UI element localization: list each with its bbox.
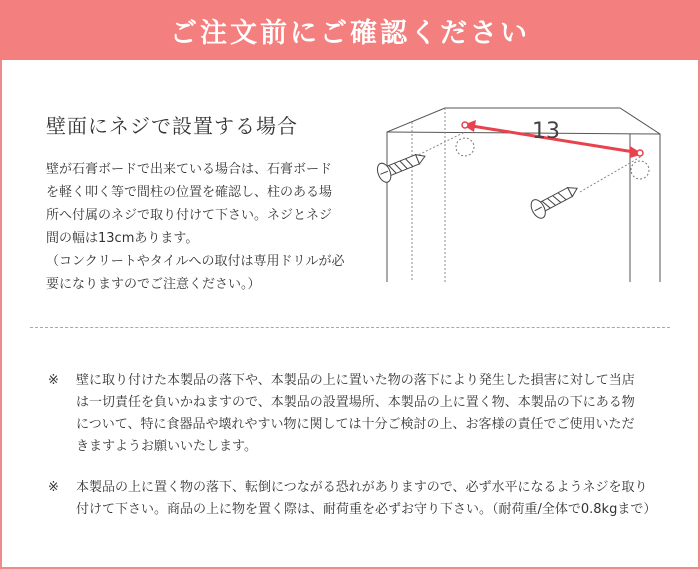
note-line: 本製品の上に置く物の落下、転倒につながる恐れがありますので、必ず水平になるようネジを取り — [76, 480, 648, 495]
section-divider — [30, 327, 670, 328]
dimension-label: 13 — [532, 119, 560, 144]
body-line: を軽く叩く等で間柱の位置を確認し、柱のある場 — [46, 185, 333, 200]
wall-section-title: 壁面にネジで設置する場合 — [46, 114, 298, 138]
body-line: 間の幅は13cmあります。 — [46, 231, 199, 246]
note-line: 付けて下さい。商品の上に物を置く際は、耐荷重を必ずお守り下さい。（耐荷重/全体で0.8kgまで） — [76, 502, 657, 517]
caution-note — [48, 477, 668, 521]
screw-icon — [528, 179, 582, 220]
body-line: 壁が石膏ボードで出来ている場合は、石膏ボード — [46, 162, 333, 177]
note-line: について、特に食器品や壊れやすい物に関しては十分ご検討の上、お客様の責任でご使用いただ — [76, 417, 635, 432]
screw-hole-icon — [631, 161, 649, 179]
note-line: きますようお願いいたします。 — [76, 439, 257, 454]
screw-icon — [375, 147, 429, 184]
mounting-diagram — [360, 92, 680, 292]
page-title: ご注文前にご確認ください — [170, 17, 530, 49]
caution-note — [48, 370, 668, 458]
body-line: 所へ付属のネジで取り付けて下さい。ネジとネジ — [46, 208, 333, 223]
screw-hole-icon — [456, 138, 474, 156]
body-line: 要になりますのでご注意ください。） — [46, 277, 261, 292]
header-banner — [0, 0, 700, 60]
note-line: は一切責任を負いかねますので、本製品の設置場所、本製品の上に置く物、本製品の下にある物 — [76, 395, 635, 410]
note-mark: ※ — [48, 373, 59, 388]
note-line: 壁に取り付けた本製品の落下や、本製品の上に置いた物の落下により発生した損害に対して当店 — [76, 373, 635, 388]
wall-section-body — [46, 158, 376, 296]
note-mark: ※ — [48, 480, 59, 495]
body-line: （コンクリートやタイルへの取付は専用ドリルが必 — [46, 254, 345, 269]
